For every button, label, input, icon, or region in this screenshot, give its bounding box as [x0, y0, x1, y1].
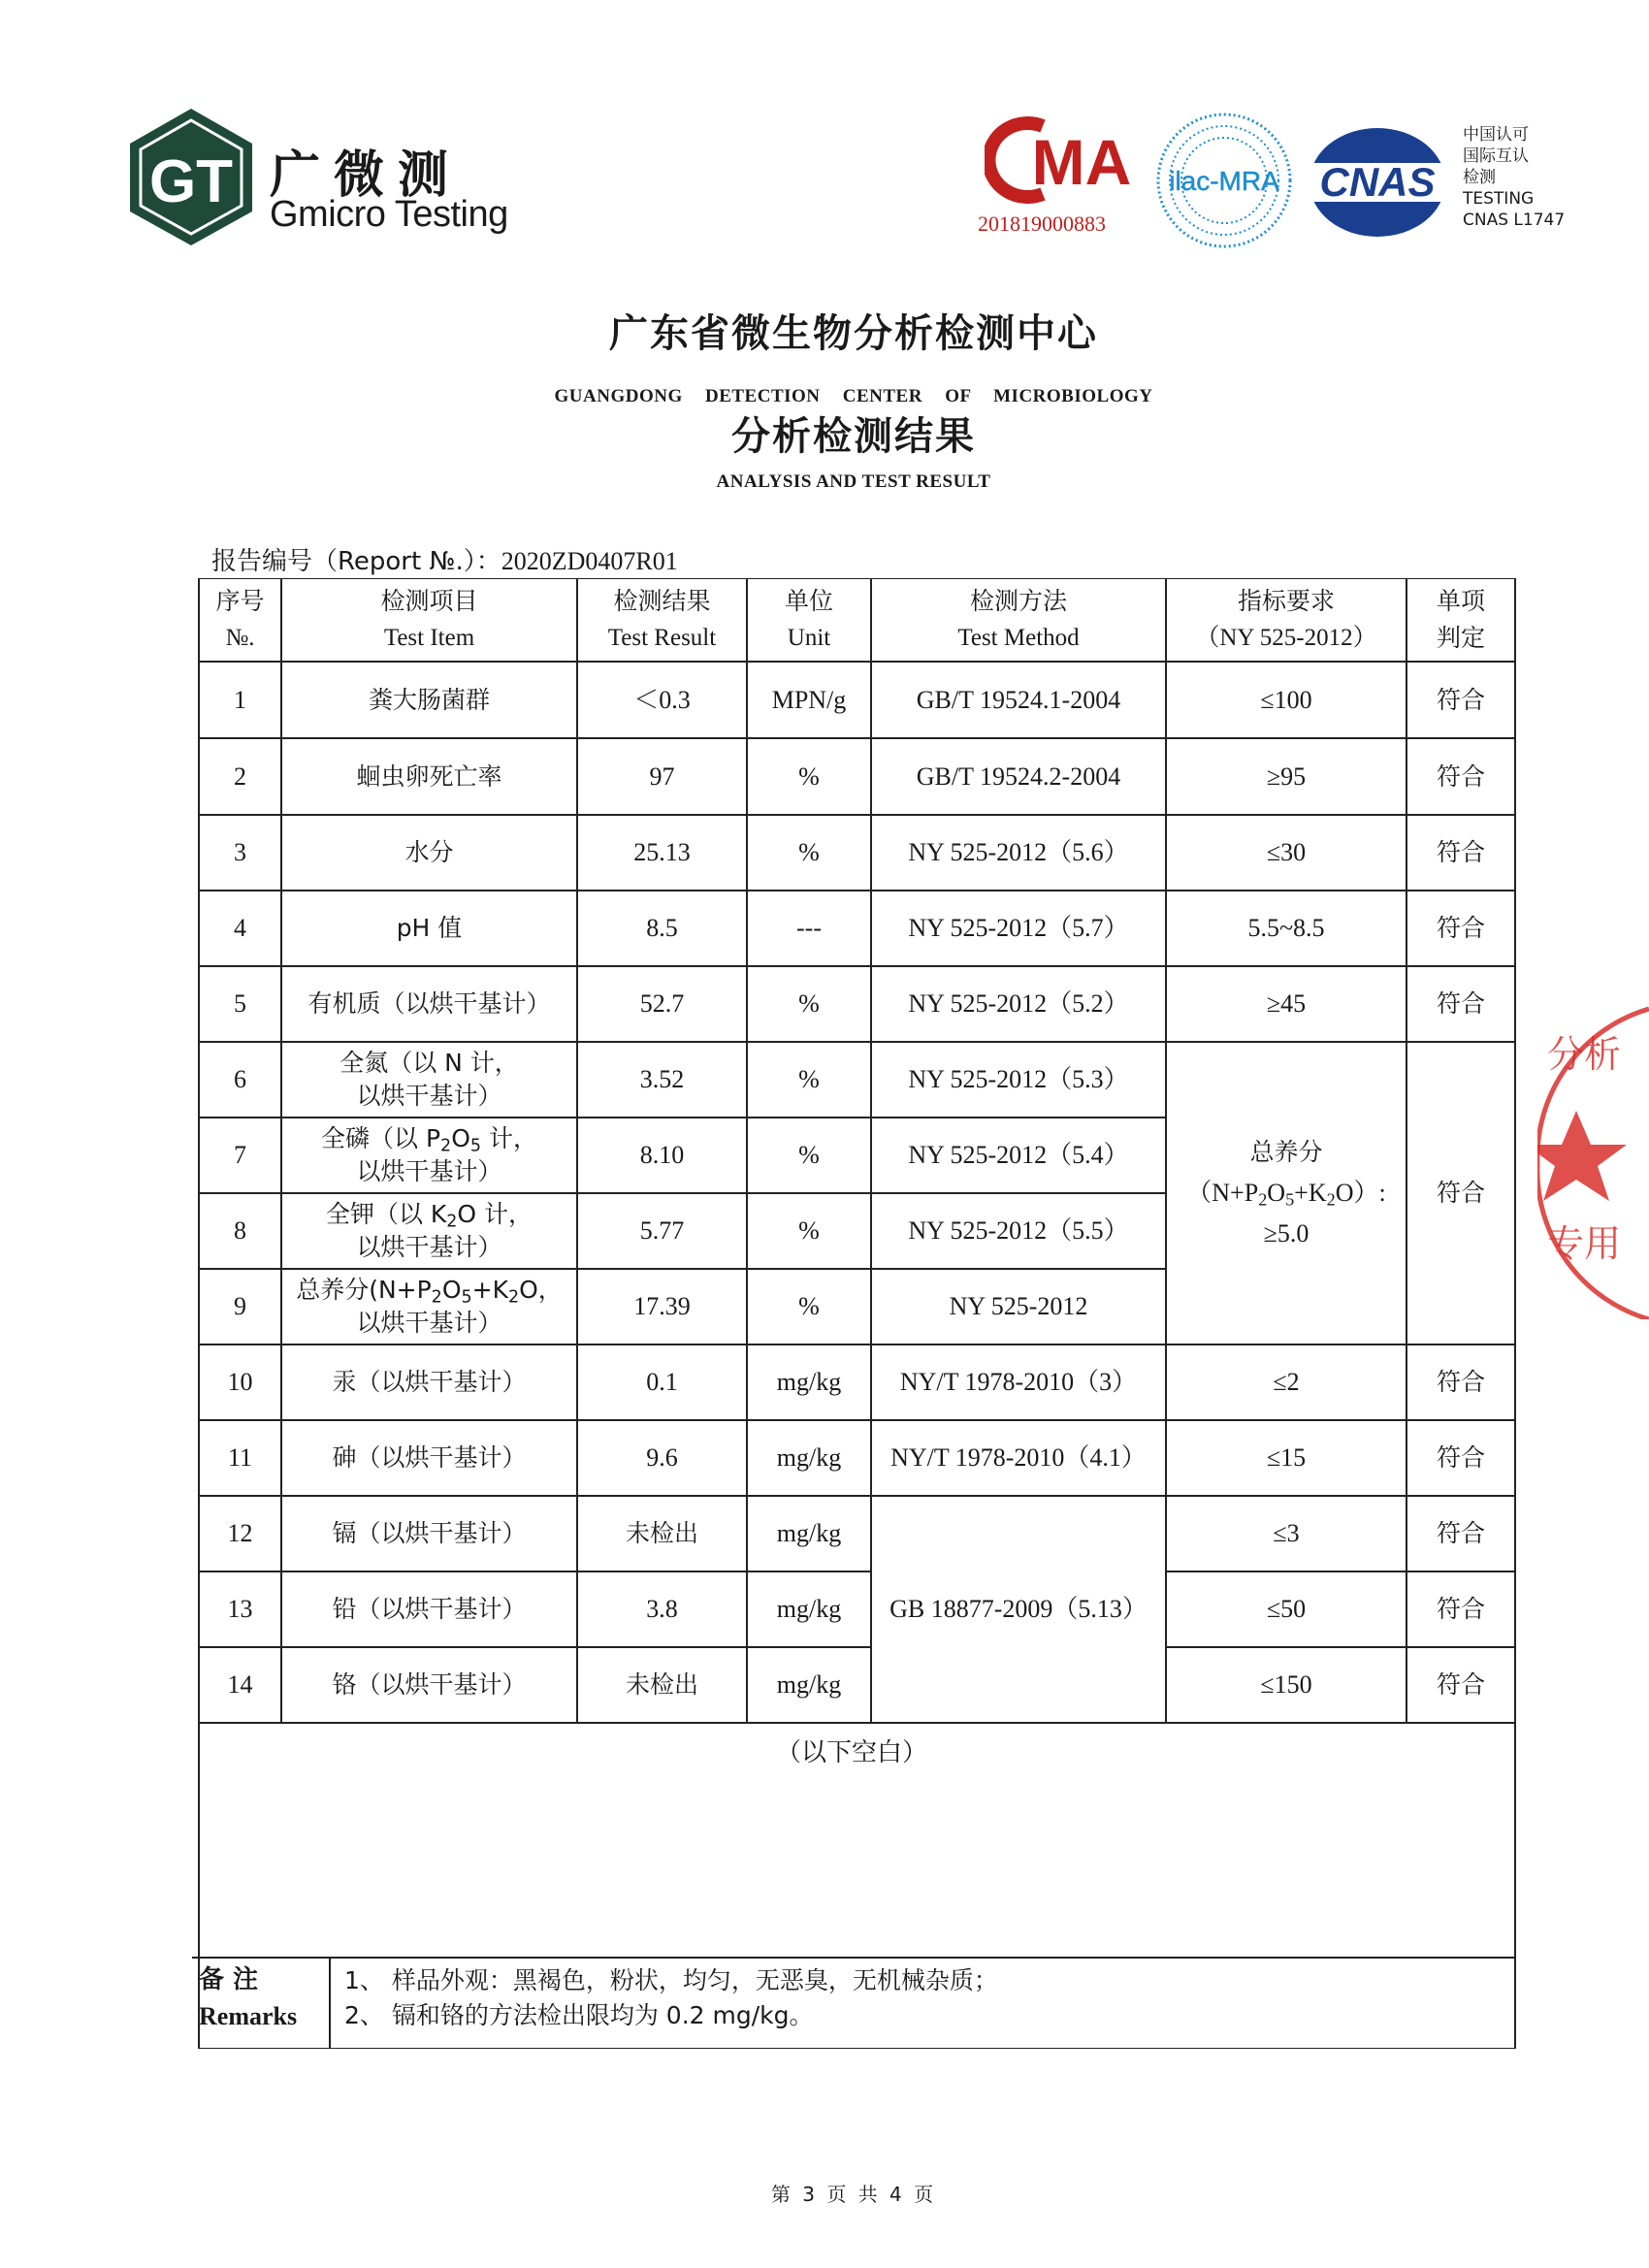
- official-stamp-icon: [1537, 999, 1649, 1319]
- item-line-1: [296, 1274, 563, 1307]
- formula-sub: 2: [507, 1287, 520, 1308]
- cell-unit: %: [798, 838, 820, 866]
- cell-item: 水分: [404, 838, 454, 866]
- result-title-en: ANALYSIS AND TEST RESULT: [716, 471, 991, 492]
- cell-item: 蛔虫卵死亡率: [356, 761, 502, 791]
- cnas-logo-icon: [1305, 124, 1450, 241]
- header-unit-cn: 单位: [784, 587, 833, 615]
- item-text: O: [441, 1276, 462, 1304]
- cell-no: 7: [234, 1141, 246, 1169]
- header-no: [199, 578, 281, 662]
- cell-method: NY/T 1978-2010（4.1）: [890, 1443, 1147, 1472]
- cell-req: ≤2: [1273, 1368, 1300, 1396]
- cell-item: [281, 1118, 577, 1193]
- cell-no: 9: [234, 1292, 246, 1320]
- formula-part: O）:: [1335, 1179, 1386, 1207]
- cell-req: ≥95: [1266, 761, 1307, 791]
- formula-sub: 2: [1258, 1189, 1268, 1210]
- formula-sub: 5: [469, 1136, 482, 1156]
- header-req-en: （NY 525-2012）: [1195, 625, 1377, 651]
- cell-item: 镉（以烘干基计）: [332, 1519, 527, 1547]
- result-title-cn: 分析检测结果: [731, 414, 976, 459]
- item-text: 总养分(N+P: [296, 1276, 432, 1304]
- logo-letters: GT: [148, 148, 234, 215]
- cell-item: 铬（以烘干基计）: [332, 1670, 527, 1699]
- report-number-label: 报告编号（Report №.）：: [211, 547, 501, 576]
- cell-no: 5: [234, 989, 246, 1018]
- merged-req-limit: ≥5.0: [1263, 1219, 1310, 1247]
- cell-result: 17.39: [633, 1292, 691, 1320]
- cell-unit: MPN/g: [771, 685, 847, 714]
- cell-item: 砷（以烘干基计）: [332, 1443, 527, 1472]
- cell-method: NY/T 1978-2010（3）: [899, 1368, 1138, 1396]
- item-line-1: [340, 1047, 519, 1080]
- cell-no: 6: [234, 1065, 246, 1093]
- item-text: O: [451, 1124, 470, 1152]
- cell-method: NY 525-2012（5.7）: [908, 914, 1129, 942]
- formula-sub: 2: [431, 1287, 442, 1308]
- cell-judge: 符合: [1436, 1443, 1485, 1472]
- item-text: O 计，: [457, 1200, 534, 1228]
- ilac-letters: ilac-MRA: [1169, 166, 1279, 196]
- cell-unit: ---: [796, 914, 822, 942]
- cell-no: 4: [234, 914, 246, 942]
- cell-judge: 符合: [1436, 1595, 1485, 1623]
- remarks-text: [344, 1963, 998, 2033]
- formula-part: +K: [1294, 1179, 1327, 1207]
- header-no-cn: 序号: [215, 587, 265, 615]
- cnas-letters: CNAS: [1319, 159, 1436, 205]
- cell-req: ≤150: [1260, 1670, 1312, 1699]
- cell-unit: %: [798, 1216, 820, 1245]
- cell-unit: mg/kg: [776, 1368, 842, 1396]
- cell-unit: mg/kg: [776, 1519, 842, 1547]
- item-line-2: 以烘干基计）: [356, 1233, 502, 1261]
- remarks-label: [199, 1961, 315, 2035]
- merged-req-formula: [1186, 1173, 1385, 1214]
- cell-req: ≤15: [1266, 1443, 1307, 1472]
- header-unit-en: Unit: [787, 625, 831, 651]
- report-number-value: 2020ZD0407R01: [501, 547, 678, 575]
- cell-result: 3.8: [646, 1595, 678, 1623]
- header-requirement: [1166, 578, 1406, 662]
- cell-result: 9.6: [646, 1443, 678, 1472]
- cell-judge: 符合: [1436, 685, 1485, 714]
- cell-result: 8.5: [646, 914, 678, 942]
- cnas-line: 检测: [1463, 168, 1496, 187]
- cell-method: NY 525-2012（5.3）: [908, 1065, 1129, 1093]
- item-text: 全钾（以 K: [325, 1200, 447, 1228]
- header-item-en: Test Item: [383, 625, 475, 651]
- cell-no: 3: [234, 838, 246, 866]
- cell-no: 10: [227, 1368, 253, 1396]
- header-method-en: Test Method: [957, 625, 1080, 651]
- cell-judge: 符合: [1436, 1670, 1485, 1699]
- remark-line-2: 2、 镉和铬的方法检出限均为 0.2 mg/kg。: [344, 2001, 814, 2029]
- cell-method: NY 525-2012（5.6）: [908, 838, 1129, 866]
- cell-no: 8: [234, 1216, 246, 1245]
- cell-result: 3.52: [639, 1065, 685, 1093]
- remark-line-1: 1、 样品外观：黑褐色，粉状，均匀，无恶臭，无机械杂质；: [344, 1966, 998, 1994]
- item-text: 计，: [481, 1124, 537, 1152]
- formula-sub: 2: [1326, 1189, 1336, 1210]
- merged-requirement-total-nutrient: [1166, 1042, 1406, 1345]
- cell-judge: 符合: [1436, 914, 1485, 942]
- cell-judge: 符合: [1436, 1368, 1485, 1396]
- cell-method: GB/T 19524.1-2004: [916, 685, 1121, 714]
- cell-result: 52.7: [639, 989, 685, 1018]
- cell-judge: 符合: [1436, 1519, 1485, 1547]
- cell-no: 12: [227, 1519, 253, 1547]
- cell-method: NY 525-2012（5.5）: [908, 1216, 1129, 1245]
- cell-no: 13: [227, 1595, 253, 1623]
- cell-no: 14: [227, 1670, 253, 1699]
- stamp-text-top: 分析: [1547, 1033, 1622, 1076]
- cell-unit: %: [798, 1292, 820, 1320]
- cma-number: 201819000883: [978, 211, 1106, 236]
- cell-unit: %: [798, 761, 820, 791]
- blank-below-note: （以下空白）: [775, 1738, 927, 1767]
- cell-result: 97: [649, 761, 675, 791]
- formula-part: （N+P: [1186, 1179, 1259, 1207]
- item-line-2: 以烘干基计）: [356, 1157, 502, 1185]
- formula-part: O: [1267, 1179, 1286, 1207]
- page-number: 第 3 页 共 4 页: [770, 2183, 937, 2206]
- cell-method: NY 525-2012（5.4）: [908, 1141, 1129, 1169]
- cell-result: ＜0.3: [633, 685, 691, 714]
- ilac-mra-logo-icon: [1154, 109, 1295, 252]
- cell-result: 0.1: [646, 1368, 678, 1396]
- cell-result: 25.13: [633, 838, 691, 866]
- cell-result: 未检出: [625, 1519, 698, 1547]
- cell-item: 粪大肠菌群: [368, 685, 490, 714]
- cell-result: 未检出: [625, 1670, 698, 1699]
- report-number: [211, 541, 678, 577]
- header-item-cn: 检测项目: [380, 587, 478, 615]
- header-unit: [747, 578, 871, 662]
- cell-judge: 符合: [1436, 989, 1485, 1018]
- cell-req: 5.5~8.5: [1247, 914, 1325, 942]
- cnas-line: CNAS L1747: [1463, 211, 1566, 230]
- header-result-en: Test Result: [607, 625, 717, 651]
- cell-unit: %: [798, 989, 820, 1018]
- cnas-line: 中国认可: [1463, 125, 1529, 145]
- header-result-cn: 检测结果: [613, 587, 711, 615]
- item-line-2: 以烘干基计）: [356, 1082, 502, 1110]
- cell-item: [281, 1269, 577, 1345]
- cell-method: NY 525-2012（5.2）: [908, 989, 1129, 1018]
- cell-no: 1: [234, 685, 246, 714]
- merged-judgement: 符合: [1436, 1179, 1485, 1207]
- header-method: [871, 578, 1166, 662]
- header-item: [281, 578, 577, 662]
- item-line-1: [321, 1122, 537, 1155]
- cell-judge: 符合: [1436, 761, 1485, 791]
- header-req-cn: 指标要求: [1237, 587, 1335, 615]
- cell-item: 有机质（以烘干基计）: [307, 989, 551, 1018]
- cell-no: 11: [227, 1443, 253, 1472]
- remarks-label-en: Remarks: [199, 2002, 298, 2030]
- cell-unit: mg/kg: [776, 1595, 842, 1623]
- item-text: 全磷（以 P: [321, 1124, 441, 1152]
- cell-item: 铅（以烘干基计）: [332, 1595, 527, 1623]
- cell-unit: %: [798, 1065, 820, 1093]
- header-judge-cn: 单项: [1436, 587, 1485, 615]
- formula-sub: 2: [446, 1212, 458, 1232]
- cell-req: ≤3: [1273, 1519, 1300, 1547]
- item-line-2: 以烘干基计）: [356, 1309, 502, 1337]
- header-judgement: [1406, 578, 1515, 662]
- item-line-1: [326, 1198, 533, 1231]
- cell-item: 汞（以烘干基计）: [332, 1368, 527, 1396]
- gmicro-logo-icon: [126, 107, 257, 247]
- item-text: +K: [471, 1276, 508, 1304]
- cell-item: pH 值: [396, 914, 463, 942]
- center-title-cn: 广东省微生物分析检测中心: [609, 311, 1098, 356]
- header-result: [577, 578, 747, 662]
- merged-req-line: 总养分: [1249, 1138, 1323, 1166]
- cell-method: NY 525-2012: [949, 1292, 1088, 1320]
- cnas-line: TESTING: [1463, 189, 1535, 209]
- cell-item: [281, 1042, 577, 1118]
- cell-item: [281, 1193, 577, 1269]
- merged-method-heavy-metals: GB 18877-2009（5.13）: [889, 1595, 1148, 1623]
- item-text: O，: [519, 1276, 563, 1304]
- stamp-text-bottom: 专用: [1547, 1222, 1622, 1265]
- brand-name-cn: 广微测: [270, 146, 463, 205]
- cell-judge: 符合: [1436, 838, 1485, 866]
- cnas-caption: [1463, 124, 1565, 231]
- cell-req: ≤30: [1266, 838, 1307, 866]
- cell-no: 2: [234, 761, 246, 791]
- cell-unit: mg/kg: [776, 1443, 842, 1472]
- cell-unit: mg/kg: [776, 1670, 842, 1699]
- brand-name-en: Gmicro Testing: [270, 194, 508, 235]
- remarks-label-cn: 备 注: [199, 1965, 259, 1994]
- cell-req: ≤50: [1266, 1595, 1307, 1623]
- header-judge-en: 判定: [1436, 624, 1485, 652]
- formula-sub: 2: [440, 1136, 452, 1156]
- cma-letters: MA: [1031, 126, 1132, 198]
- cnas-line: 国际互认: [1463, 146, 1529, 166]
- cell-method: GB/T 19524.2-2004: [916, 761, 1121, 791]
- formula-sub: 5: [1285, 1189, 1295, 1210]
- cma-logo-icon: [985, 116, 1135, 204]
- cell-req: ≥45: [1266, 989, 1307, 1018]
- cell-unit: %: [798, 1141, 820, 1169]
- item-text: 全氮（以 N 计，: [340, 1049, 519, 1077]
- cell-result: 8.10: [639, 1141, 685, 1169]
- cell-result: 5.77: [639, 1216, 685, 1245]
- header-no-en: №.: [225, 625, 255, 651]
- cell-req: ≤100: [1260, 685, 1312, 714]
- center-title-en: GUANGDONG DETECTION CENTER OF MICROBIOLOGY: [554, 386, 1153, 406]
- header-method-cn: 检测方法: [969, 587, 1067, 615]
- formula-sub: 5: [461, 1287, 472, 1308]
